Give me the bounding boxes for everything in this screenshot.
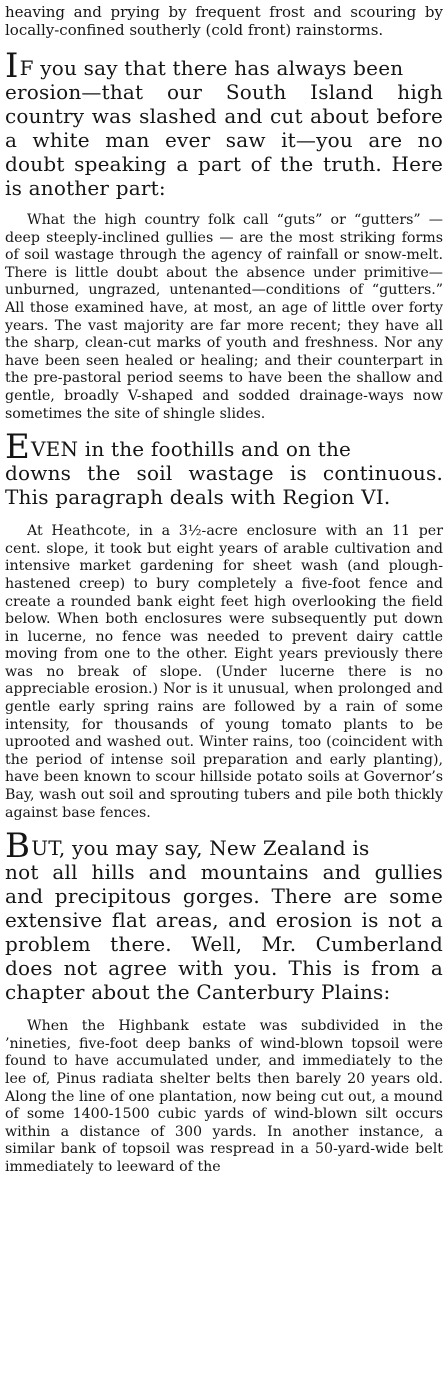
section-2-quote: At Heathcote, in a 3½-acre enclosure with an 11 per cent. slope, it took but eight years of arable cultivation and intensive market gardening for sheet wash (and plough-hastened creep) to bury completely a five-foot fence and create a rounded bank eight feet high overlooking the field below. When both enclosures were subsequently put down in lucerne, no fence was needed to prevent dairy cattle moving from one to the other. Eight years previously there was no break of slope. (Under lucerne there is no appreciable erosion.) Nor is it unusual, when prolonged and gentle early spring rains are followed by a rain of some intensity, for thousands of young tomato plants to be uprooted and washed out. Winter rains, too (coincident with the period of intense soil preparation and early planting), have been known to scour hillside potato soils at Governor’s Bay, wash out soil and sprouting tubers and pile both thickly against base fences.: [5, 523, 443, 821]
section-1-lead-rest: erosion—that our South Island high country was slashed and cut about before a white man ever saw it—you are no doubt speaking a part of the truth. Here is another part:: [5, 80, 443, 200]
section-2-dropcap: E: [5, 427, 31, 468]
intro-fragment: heaving and prying by frequent frost and scouring by locally-confined southerly (cold front) rainstorms.: [5, 3, 443, 39]
section-1-first-line: [5, 46, 443, 86]
section-3-lead-first: UT, you may say, New Zealand is: [31, 836, 370, 861]
section-2-lead: [5, 427, 443, 510]
section-1-quote: What the high country folk call “guts” or “gutters” — deep steeply-inclined gullies — are the most striking forms of soil wastage through the agency of rainfall or snow-melt. There is little doubt about the absence under primitive—unburned, ungrazed, untenanted—conditions of “gutters.” All those examined have, at most, an age of little over forty years. The vast majority are far more recent; they have all the sharp, clean-cut marks of youth and freshness. Nor any have been seen healed or healing; and their counterpart in the pre-pastoral period seems to have been the shallow and gentle, broadly V-shaped and sodded drainage-ways now sometimes the site of shingle slides.: [5, 212, 443, 422]
section-1-dropcap: I: [5, 46, 19, 86]
section-2-first-line: [5, 427, 443, 468]
section-1-lead-first: F you say that there has always been: [19, 56, 404, 80]
section-3-dropcap: B: [5, 826, 31, 867]
section-2-lead-rest: downs the soil wastage is continuous. This paragraph deals with Region VI.: [5, 461, 443, 510]
section-2-lead-first: VEN in the foothills and on the: [31, 437, 352, 462]
section-3-first-line: [5, 826, 443, 867]
section-3-quote: When the Highbank estate was subdivided in the ’nineties, five-foot deep banks of wind-blown topsoil were found to have accumulated under, and immediately to the lee of, Pinus radiata shelter belts then barely 20 years old. Along the line of one plantation, now being cut out, a mound of some 1400-1500 cubic yards of wind-blown silt occurs within a distance of 300 yards. In another instance, a similar bank of topsoil was respread in a 50-yard-wide belt immediately to leeward of the: [5, 1018, 443, 1175]
section-3-lead: [5, 826, 443, 1005]
section-3-lead-rest: not all hills and mountains and gullies and precipitous gorges. There are some extensive flat areas, and erosion is not a problem there. Well, Mr. Cumberland does not agree with you. This is from a chapter about the Canterbury Plains:: [5, 860, 443, 1005]
section-1-lead: [5, 46, 443, 200]
